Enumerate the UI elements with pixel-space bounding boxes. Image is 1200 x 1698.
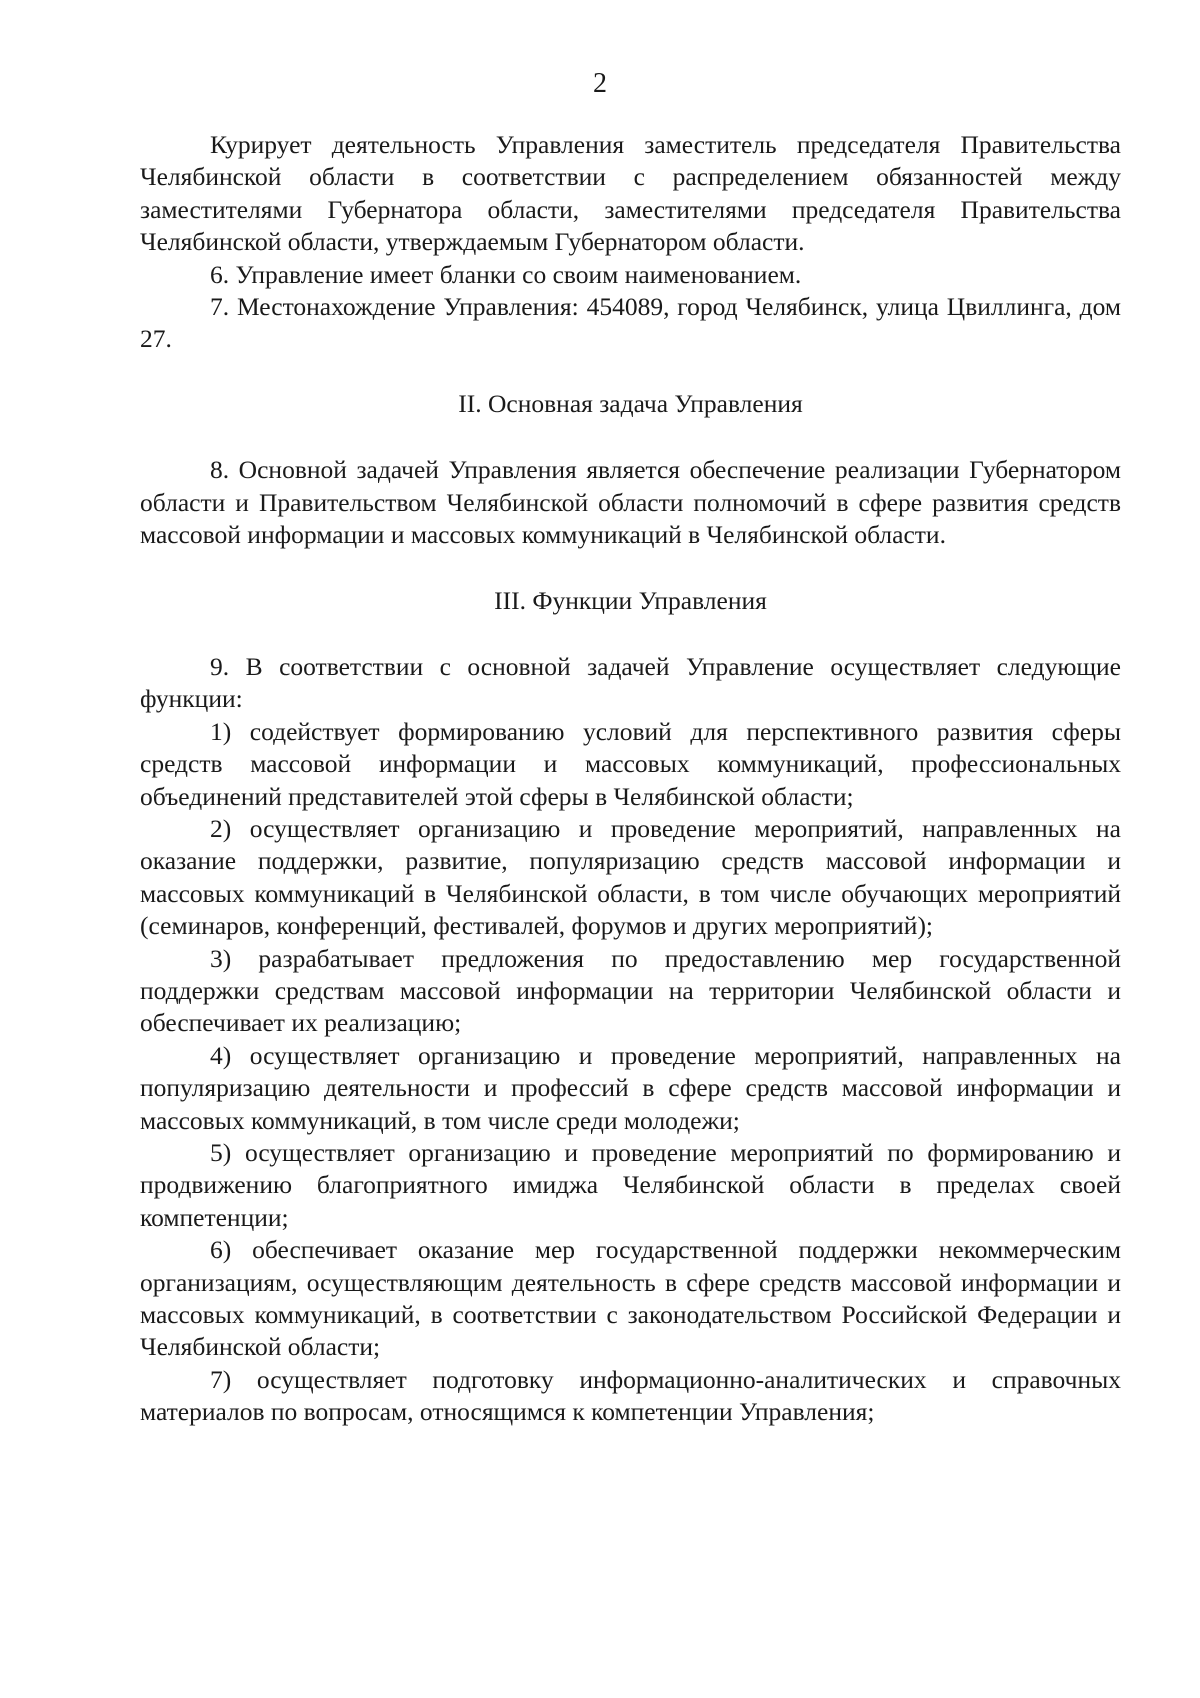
paragraph-9-lead: 9. В соответствии с основной задачей Управление осуществляет следующие функции:	[140, 651, 1121, 714]
section-3-heading: III. Функции Управления	[494, 586, 767, 616]
paragraph-7-location: 7. Местонахождение Управления: 454089, город Челябинск, улица Цвиллинга, дом 27.	[140, 292, 1121, 354]
function-item-2: 2) осуществляет организацию и проведение мероприятий, направленных на оказание поддержки, развитие, популяризацию средств массовой информации и массовых коммуникаций в Челябинской области, в том числе обучающих мероприятий (семинаров, конференций, фестивалей, форумов и других мероприятий);	[140, 813, 1121, 941]
function-item-6: 6) обеспечивает оказание мер государственной поддержки некоммерческим организациям, осуществляющим деятельность в сфере средств массовой информации и массовых коммуникаций, в соответствии с законодательством Российской Федерации и Челябинской области;	[140, 1235, 1121, 1362]
function-item-1: 1) содействует формированию условий для перспективного развития сферы средств массовой информации и массовых коммуникаций, профессиональных объединений представителей этой сферы в Челябинской области;	[140, 716, 1121, 811]
function-item-7: 7) осуществляет подготовку информационно-аналитических и справочных материалов по вопросам, относящимся к компетенции Управления;	[140, 1364, 1121, 1427]
paragraph-6-letterheads: 6. Управление имеет бланки со своим наименованием.	[210, 259, 802, 289]
page-number: 2	[593, 68, 607, 99]
paragraph-8-main-task: 8. Основной задачей Управления является обеспечение реализации Губернатором области и Правительством Челябинской области полномочий в сфере развития средств массовой информации и массовых коммуникаций в Челябинской области.	[140, 455, 1121, 550]
function-item-4: 4) осуществляет организацию и проведение мероприятий, направленных на популяризацию деятельности и профессий в сфере средств массовой информации и массовых коммуникаций, в том числе среди молодежи;	[140, 1040, 1121, 1135]
section-2-heading: II. Основная задача Управления	[458, 388, 803, 418]
function-item-5: 5) осуществляет организацию и проведение мероприятий по формированию и продвижению благоприятного имиджа Челябинской области в пределах своей компетенции;	[140, 1137, 1121, 1232]
paragraph-supervision: Курирует деятельность Управления заместитель председателя Правительства Челябинской области в соответствии с распределением обязанностей между заместителями Губернатора области, заместителями председателя Правительства Челябинской области, утверждаемым Губернатором области.	[140, 130, 1121, 257]
function-item-3: 3) разрабатывает предложения по предоставлению мер государственной поддержки средствам массовой информации на территории Челябинской области и обеспечивает их реализацию;	[140, 943, 1121, 1038]
document-body	[140, 129, 1121, 1429]
